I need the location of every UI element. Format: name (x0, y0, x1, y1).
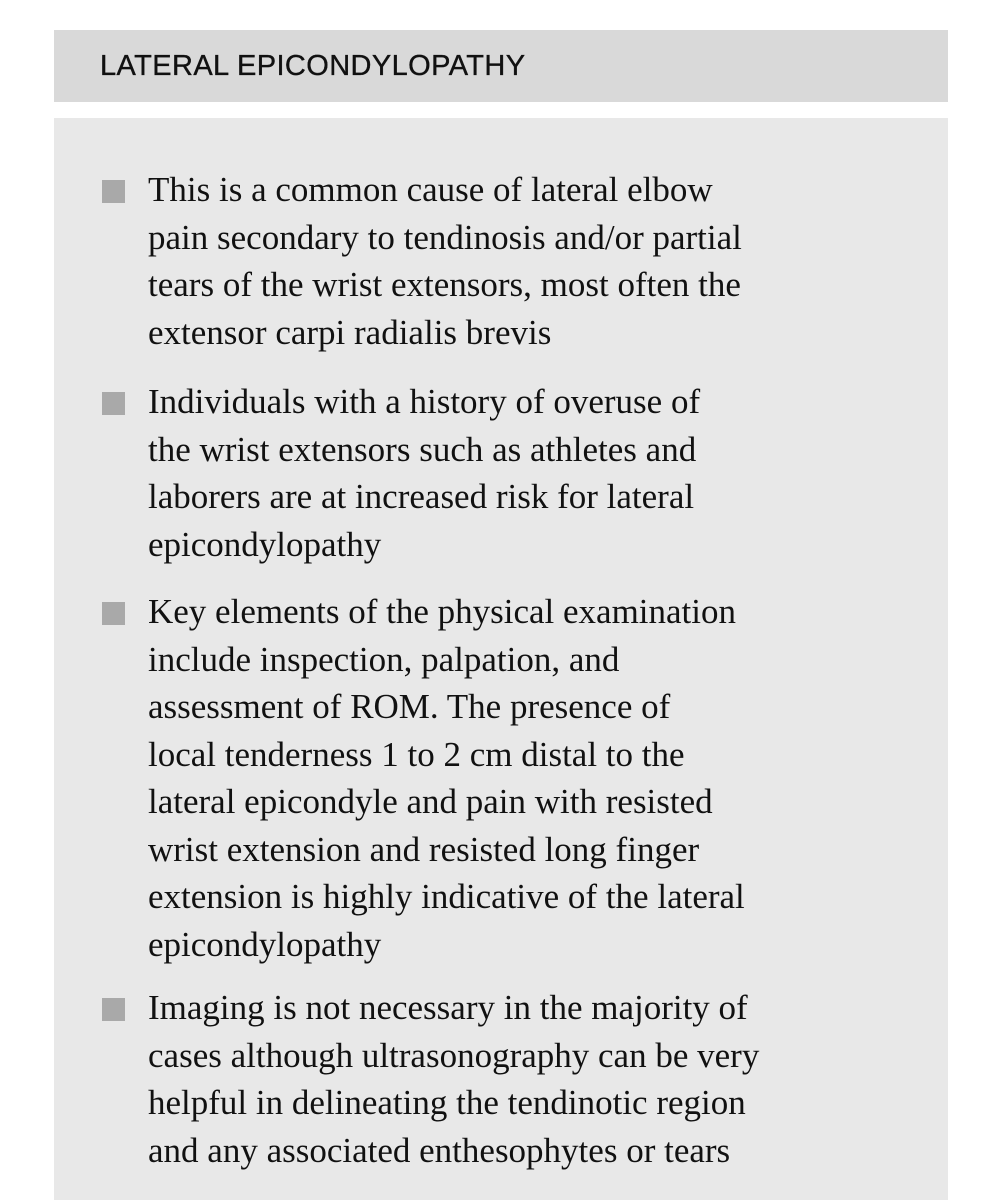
square-bullet-icon (102, 602, 125, 625)
content-panel (54, 118, 948, 1200)
text-line: extensor carpi radialis brevis (148, 312, 552, 352)
header-band (54, 30, 948, 102)
text-line: Key elements of the physical examination (148, 592, 737, 631)
text-line: pain secondary to tendinosis and/or partial (148, 217, 742, 257)
text-line: local tenderness 1 to 2 cm distal to the (148, 734, 685, 774)
bullet-text (148, 588, 848, 968)
text-line: include inspection, palpation, and (148, 639, 620, 679)
text-line: tears of the wrist extensors, most often the (148, 265, 741, 304)
bullet-text (148, 378, 848, 568)
text-line: This is a common cause of lateral elbow (148, 170, 713, 209)
text-line: the wrist extensors such as athletes and (148, 429, 697, 469)
text-line: Imaging is not necessary in the majority of (148, 988, 748, 1027)
text-line: lateral epicondyle and pain with resisted (148, 782, 713, 821)
text-line: helpful in delineating the tendinotic region (148, 1083, 746, 1122)
text-line: wrist extension and resisted long finger (148, 829, 700, 869)
section-title: LATERAL EPICONDYLOPATHY (100, 49, 526, 82)
text-line: cases although ultrasonography can be very (148, 1035, 760, 1075)
square-bullet-icon (102, 392, 125, 415)
text-line: Individuals with a history of overuse of (148, 382, 701, 421)
text-line: laborers are at increased risk for lateral (148, 477, 695, 516)
bullet-text (148, 984, 848, 1174)
square-bullet-icon (102, 180, 125, 203)
text-line: epicondylopathy (148, 524, 382, 564)
text-line: extension is highly indicative of the lateral (148, 877, 745, 916)
text-line: assessment of ROM. The presence of (148, 687, 671, 726)
text-line: and any associated enthesophytes or tears (148, 1130, 731, 1170)
text-line: epicondylopathy (148, 924, 382, 964)
bullet-text (148, 166, 848, 356)
square-bullet-icon (102, 998, 125, 1021)
